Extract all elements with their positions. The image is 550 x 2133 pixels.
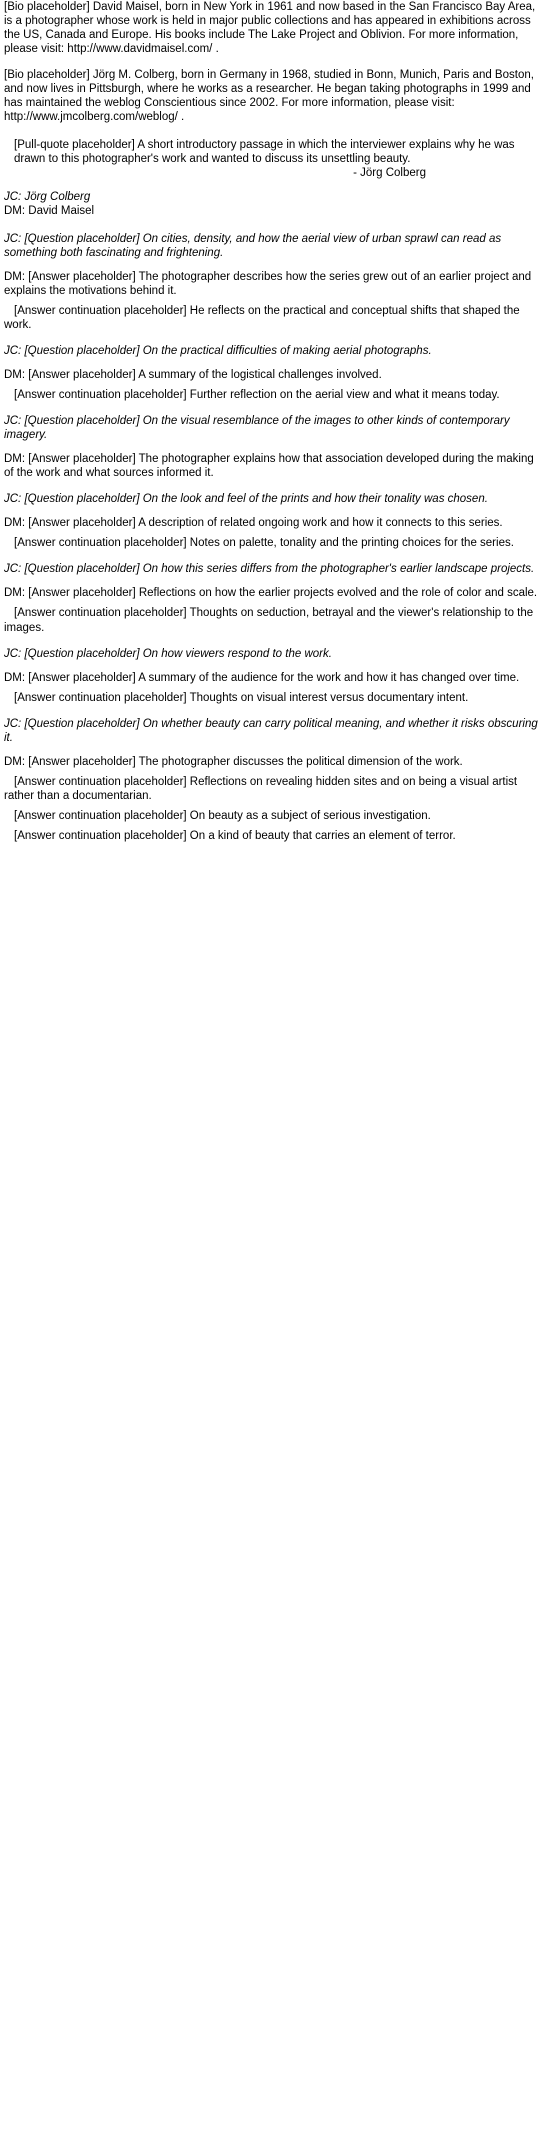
question: JC: [Question placeholder] On the look and feel of the prints and how their tonality was chosen. <box>4 493 488 506</box>
speaker-key <box>4 190 546 218</box>
answer-paragraph: DM: [Answer placeholder] The photographer discusses the political dimension of the work. <box>4 755 463 768</box>
answer-paragraph: DM: [Answer placeholder] A description of related ongoing work and how it connects to this series. <box>4 517 503 530</box>
answer-paragraph: DM: [Answer placeholder] A summary of the audience for the work and how it has changed over time. <box>4 671 520 684</box>
answer-paragraph: DM: [Answer placeholder] Reflections on how the earlier projects evolved and the role of color and scale. <box>4 587 538 600</box>
interview-page <box>0 0 550 843</box>
question: JC: [Question placeholder] On how this series differs from the photographer's earlier landscape projects. <box>4 563 535 576</box>
bio-section <box>4 0 546 124</box>
question: JC: [Question placeholder] On cities, density, and how the aerial view of urban sprawl can read as something both fascinating and frightening. <box>4 233 502 260</box>
bio-maisel-text: [Bio placeholder] David Maisel, born in New York in 1961 and now based in the San Francisco Bay Area, is a photographer whose work is held in major public collections and has appeared in exhibitions across the US, Canada and Europe. His books include The Lake Project and Oblivion. For more information, please visit: <box>4 1 536 56</box>
speaker-jc: JC: Jörg Colberg <box>4 191 91 204</box>
answer-paragraph: [Answer continuation placeholder] Further reflection on the aerial view and what it means today. <box>14 389 500 402</box>
bio-colberg-text: [Bio placeholder] Jörg M. Colberg, born in Germany in 1968, studied in Bonn, Munich, Paris and Boston, and now lives in Pittsburgh, where he works as a researcher. He began taking photographs in 1999 and has maintained the weblog Conscientious since 2002. For more information, please visit: <box>4 69 534 110</box>
answer-paragraph: [Answer continuation placeholder] Reflections on revealing hidden sites and on being a visual artist rather than a documentarian. <box>4 775 518 802</box>
qa-block <box>4 344 546 402</box>
qa-block <box>4 647 546 705</box>
answer-paragraph: [Answer continuation placeholder] Notes on palette, tonality and the printing choices for the series. <box>14 537 514 550</box>
link-jmcolberg[interactable]: http://www.jmcolberg.com/weblog/ <box>4 111 178 124</box>
question: JC: [Question placeholder] On how viewers respond to the work. <box>4 647 332 660</box>
answer-paragraph: DM: [Answer placeholder] A summary of the logistical challenges involved. <box>4 369 382 382</box>
answer-paragraph: [Answer continuation placeholder] On beauty as a subject of serious investigation. <box>14 809 431 822</box>
intro-quote <box>4 138 546 180</box>
question: JC: [Question placeholder] On whether beauty can carry political meaning, and whether it risks obscuring it. <box>4 717 538 744</box>
answer-paragraph: [Answer continuation placeholder] He reflects on the practical and conceptual shifts that shaped the work. <box>4 305 520 332</box>
answer-paragraph: [Answer continuation placeholder] On a kind of beauty that carries an element of terror. <box>14 829 456 842</box>
bio-colberg: [Bio placeholder] Jörg M. Colberg, born in Germany in 1968, studied in Bonn, Munich, Paris and Boston, and now lives in Pittsburgh, where he works as a researcher. He began taking photographs in 1999 and has maintained the weblog Conscientious since 2002. For more information, please visit: http://www.jmcolberg.com/weblog/ . <box>4 69 534 124</box>
intro-quote-text: [Pull-quote placeholder] A short introductory passage in which the interviewer explains why he was drawn to this photographer's work and wanted to discuss its unsettling beauty. <box>14 139 515 166</box>
answer-paragraph: DM: [Answer placeholder] The photographer explains how that association developed during the making of the work and what sources informed it. <box>4 453 534 480</box>
answer-paragraph: DM: [Answer placeholder] The photographer describes how the series grew out of an earlier project and explains the motivations behind it. <box>4 271 532 298</box>
answer-paragraph: [Answer continuation placeholder] Thoughts on seduction, betrayal and the viewer's relationship to the images. <box>4 607 534 634</box>
bio-maisel: [Bio placeholder] David Maisel, born in New York in 1961 and now based in the San Francisco Bay Area, is a photographer whose work is held in major public collections and has appeared in exhibitions across the US, Canada and Europe. His books include The Lake Project and Oblivion. For more information, please visit: http://www.davidmaisel.com/ . <box>4 1 536 56</box>
question: JC: [Question placeholder] On the visual resemblance of the images to other kinds of contemporary imagery. <box>4 415 510 442</box>
qa-block <box>4 562 546 634</box>
intro-quote-attribution: - Jörg Colberg <box>353 167 426 180</box>
qa-block <box>4 492 546 550</box>
qa-block <box>4 717 546 843</box>
qa-block <box>4 232 546 332</box>
question: JC: [Question placeholder] On the practical difficulties of making aerial photographs. <box>4 345 432 358</box>
link-davidmaisel[interactable]: http://www.davidmaisel.com/ <box>67 43 213 56</box>
interview-qa <box>4 232 546 842</box>
speaker-dm: DM: David Maisel <box>4 205 95 218</box>
answer-paragraph: [Answer continuation placeholder] Thoughts on visual interest versus documentary intent. <box>14 691 469 704</box>
qa-block <box>4 414 546 480</box>
